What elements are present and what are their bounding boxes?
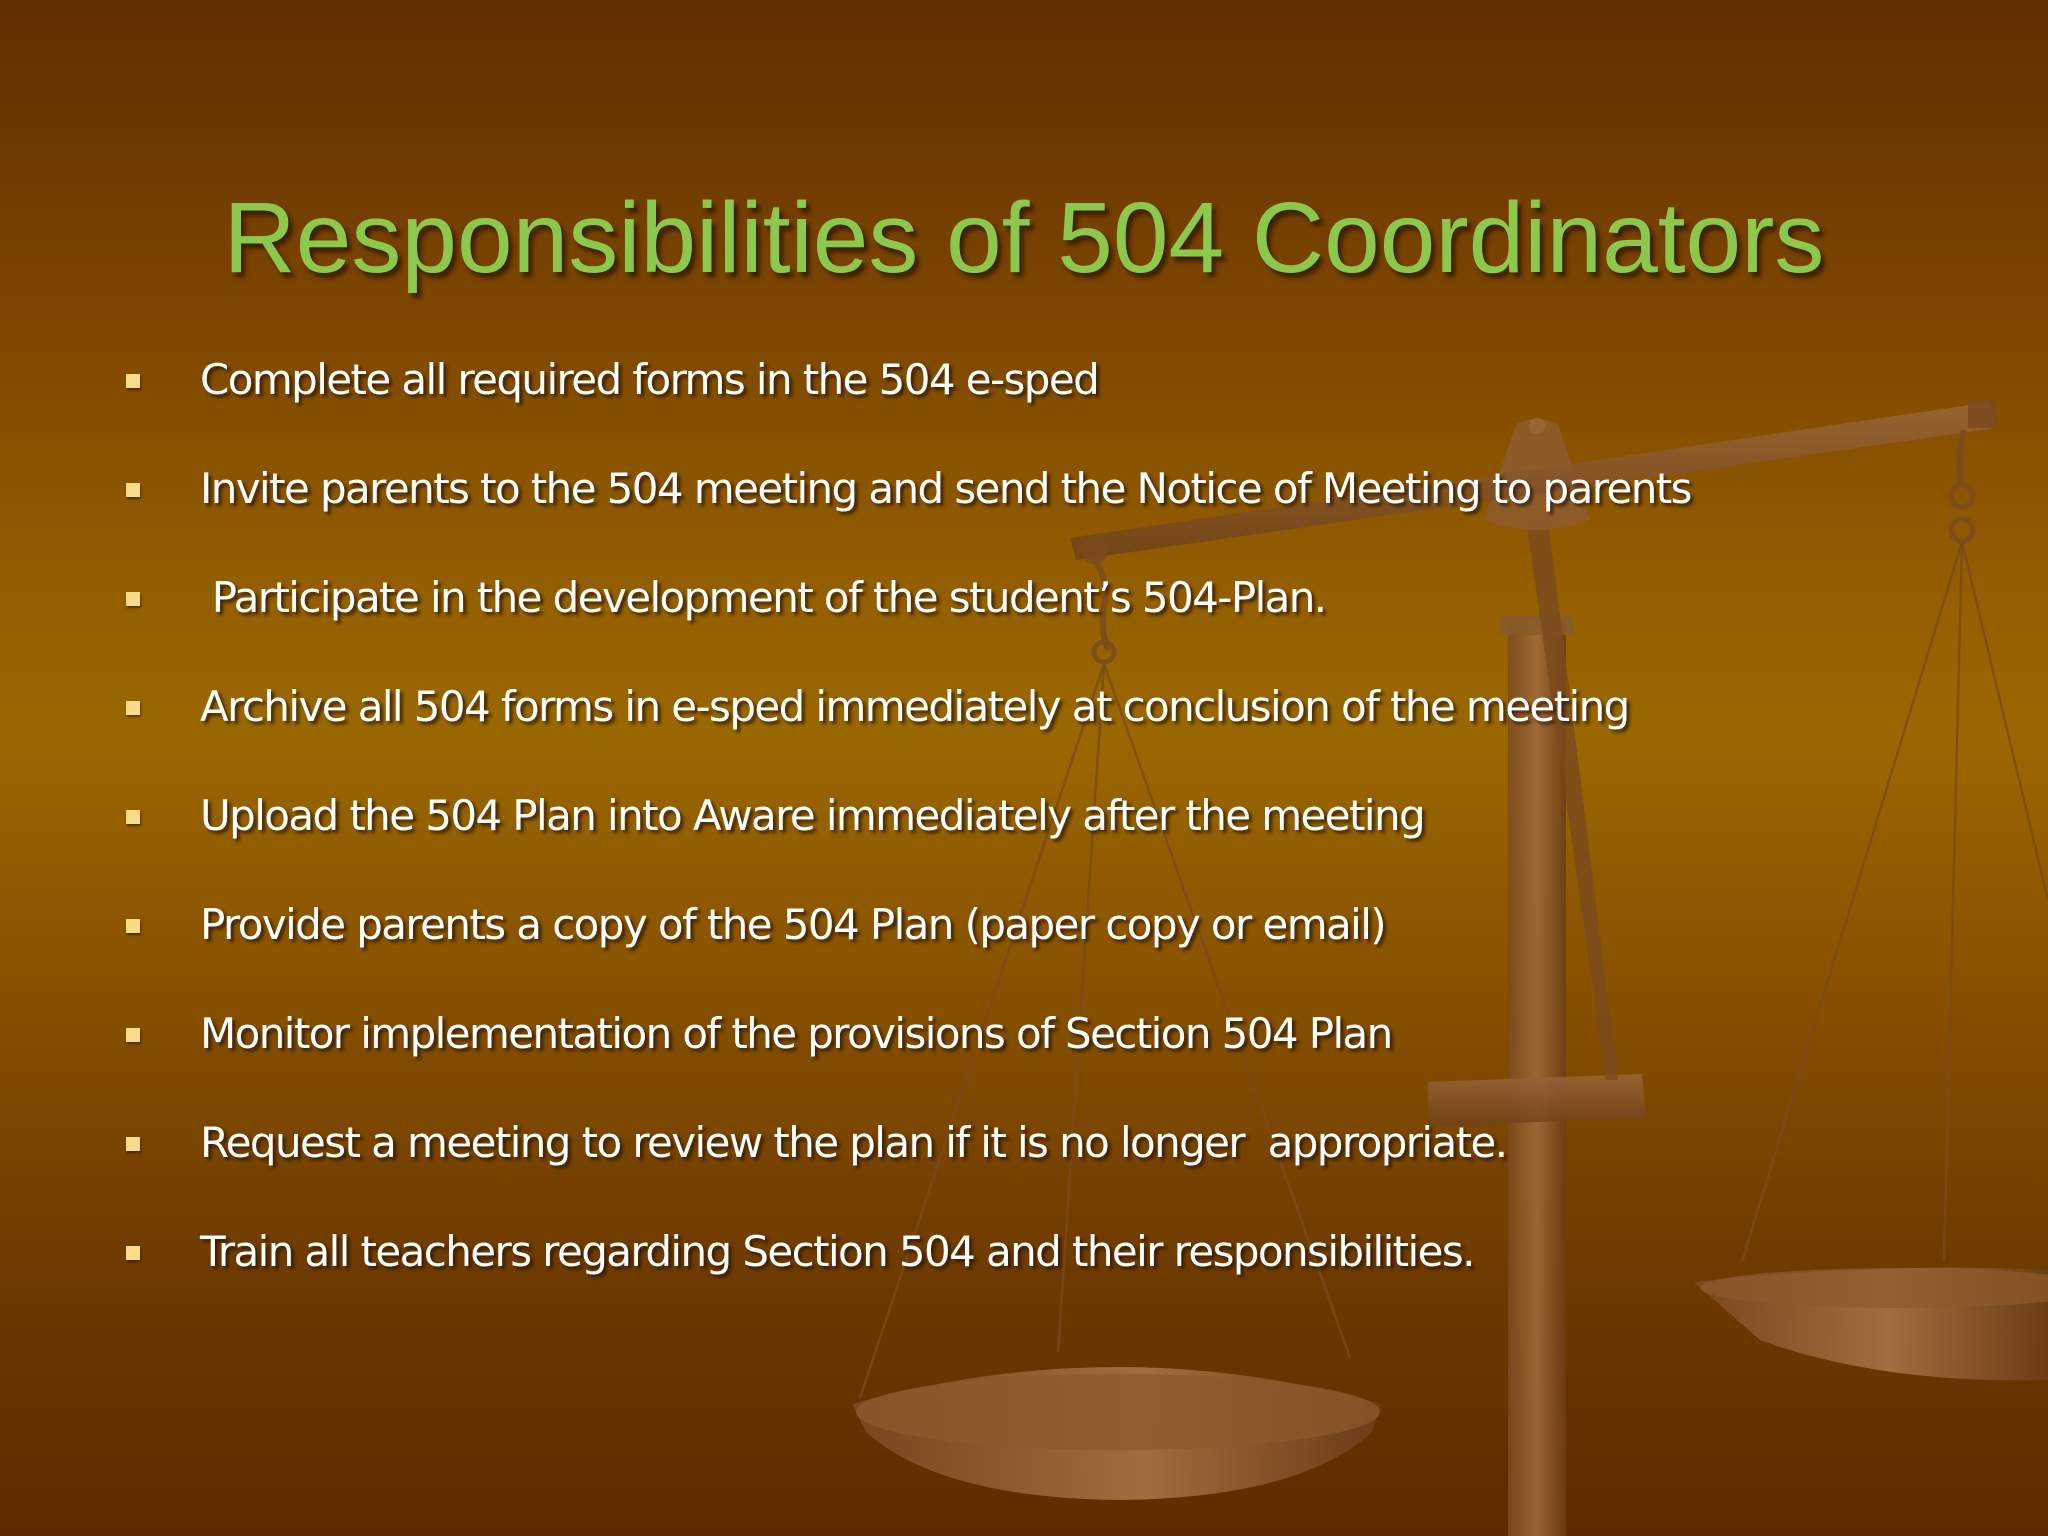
- list-item: [0, 459, 1900, 519]
- bullet-square-icon: [126, 374, 140, 388]
- list-item: [0, 786, 1900, 846]
- bullet-square-icon: [126, 701, 140, 715]
- list-item: [0, 350, 1900, 410]
- scale-beam-right-end: [1968, 400, 1996, 428]
- list-item: [0, 677, 1900, 737]
- list-item: [0, 568, 1900, 628]
- list-item: [0, 1004, 1900, 1064]
- list-item-text: Upload the 504 Plan into Aware immediately after the meeting: [200, 791, 1425, 840]
- bullet-square-icon: [126, 810, 140, 824]
- bullet-square-icon: [126, 483, 140, 497]
- list-item-text: Participate in the development of the student’s 504-Plan.: [200, 573, 1326, 622]
- list-item-text: Request a meeting to review the plan if it is no longer appropriate.: [200, 1118, 1507, 1167]
- list-item-text: Complete all required forms in the 504 e-sped: [200, 355, 1099, 404]
- list-item-text: Monitor implementation of the provisions of Section 504 Plan: [200, 1009, 1392, 1058]
- list-item-text: Invite parents to the 504 meeting and send the Notice of Meeting to parents: [200, 464, 1691, 513]
- bullet-square-icon: [126, 1246, 140, 1260]
- list-item-text: Provide parents a copy of the 504 Plan (paper copy or email): [200, 900, 1386, 949]
- list-item: [0, 1222, 1900, 1282]
- bullet-square-icon: [126, 1028, 140, 1042]
- slide-title: Responsibilities of 504 Coordinators: [223, 182, 1825, 294]
- bullet-square-icon: [126, 592, 140, 606]
- bullet-square-icon: [126, 919, 140, 933]
- bullet-square-icon: [126, 1137, 140, 1151]
- list-item-text: Train all teachers regarding Section 504 and their responsibilities.: [200, 1227, 1474, 1276]
- scale-pivot: [1529, 418, 1545, 434]
- list-item: [0, 895, 1900, 955]
- list-item: [0, 1113, 1900, 1173]
- list-item-text: Archive all 504 forms in e-sped immediately at conclusion of the meeting: [200, 682, 1629, 731]
